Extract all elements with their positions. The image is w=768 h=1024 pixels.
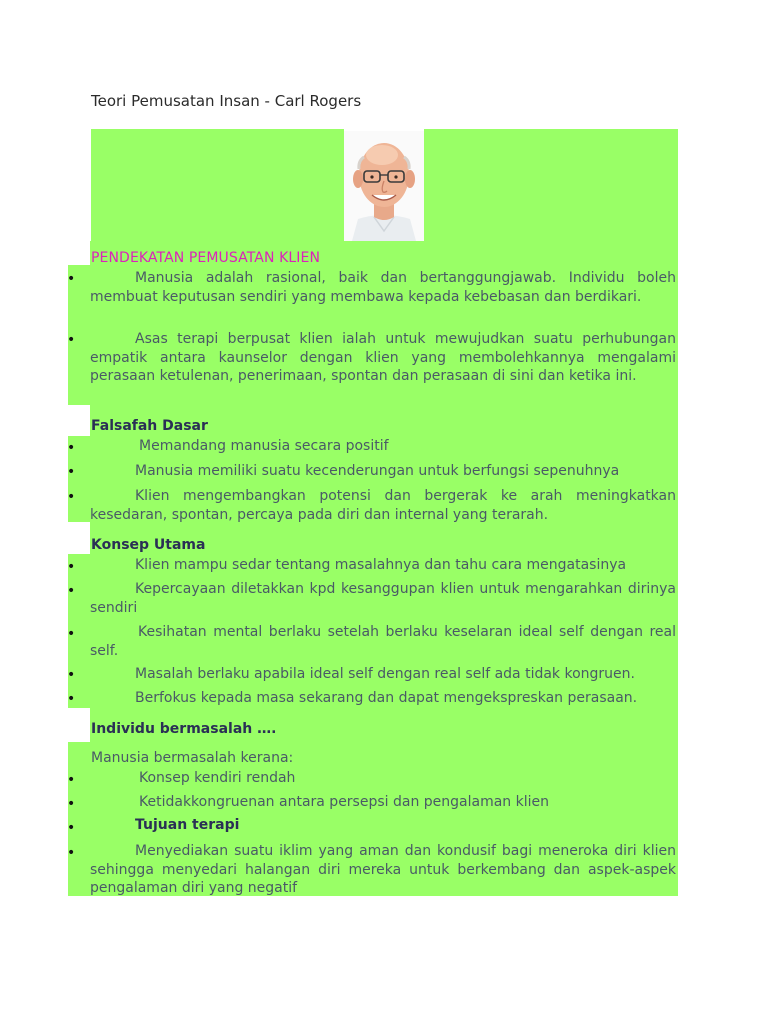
bullet: • <box>67 464 76 480</box>
bullet: • <box>67 271 76 287</box>
document-title: Teori Pemusatan Insan - Carl Rogers <box>91 92 362 110</box>
bullet: • <box>67 772 76 788</box>
bullet: • <box>67 583 76 599</box>
bullet: • <box>67 796 76 812</box>
bullet: • <box>67 440 76 456</box>
bullet: • <box>67 559 76 575</box>
section-heading-individu: Individu bermasalah …. <box>91 721 277 737</box>
bullet: • <box>67 667 76 683</box>
list-item: Kepercayaan diletakkan kpd kesanggupan klien untuk mengarahkan dirinya sendiri <box>90 581 676 616</box>
list-item: Klien mampu sedar tentang masalahnya dan tahu cara mengatasinya <box>135 557 627 573</box>
bullet: • <box>67 845 76 861</box>
bullet: • <box>67 820 76 836</box>
list-item: Berfokus kepada masa sekarang dan dapat mengekspreskan perasaan. <box>135 690 638 706</box>
section-heading-konsep: Konsep Utama <box>91 537 206 553</box>
list-item: Memandang manusia secara positif <box>139 438 389 454</box>
list-item: Klien mengembangkan potensi dan bergerak ke arah meningkatkan kesedaran, spontan, percaya pada diri dan internal yang terarah. <box>90 488 676 523</box>
list-item: Kesihatan mental berlaku setelah berlaku keselaran ideal self dengan real self. <box>90 624 676 659</box>
bullet: • <box>67 691 76 707</box>
section-heading-pendekatan: PENDEKATAN PEMUSATAN KLIEN <box>91 250 321 266</box>
intro-text: Manusia bermasalah kerana: <box>91 750 294 766</box>
highlight-block-top-right <box>424 129 678 241</box>
list-item: Manusia adalah rasional, baik dan bertanggungjawab. Individu boleh membuat keputusan sendiri yang membawa kepada kebebasan dan berdikari. <box>90 270 676 305</box>
list-item: Konsep kendiri rendah <box>139 770 296 786</box>
list-item: Manusia memiliki suatu kecenderungan untuk berfungsi sepenuhnya <box>135 463 620 479</box>
list-item: Asas terapi berpusat klien ialah untuk mewujudkan suatu perhubungan empatik antara kaunselor dengan klien yang membolehkannya mengalami perasaan ketulenan, penerimaan, spontan dan perasaan di sini dan ketika ini. <box>90 331 676 384</box>
bullet: • <box>67 626 76 642</box>
section-heading-tujuan: Tujuan terapi <box>135 817 240 833</box>
section-heading-falsafah: Falsafah Dasar <box>91 418 208 434</box>
highlight-block-top-left <box>91 129 344 241</box>
bullet: • <box>67 332 76 348</box>
list-item: Masalah berlaku apabila ideal self dengan real self ada tidak kongruen. <box>135 666 635 682</box>
list-item: Menyediakan suatu iklim yang aman dan kondusif bagi meneroka diri klien sehingga menyedari halangan diri mereka untuk berkembang dan aspek-aspek pengalaman diri yang negatif <box>90 843 676 896</box>
portrait-photo-icon <box>344 131 424 241</box>
bullet: • <box>67 489 76 505</box>
list-item: Ketidakkongruenan antara persepsi dan pengalaman klien <box>139 794 549 810</box>
